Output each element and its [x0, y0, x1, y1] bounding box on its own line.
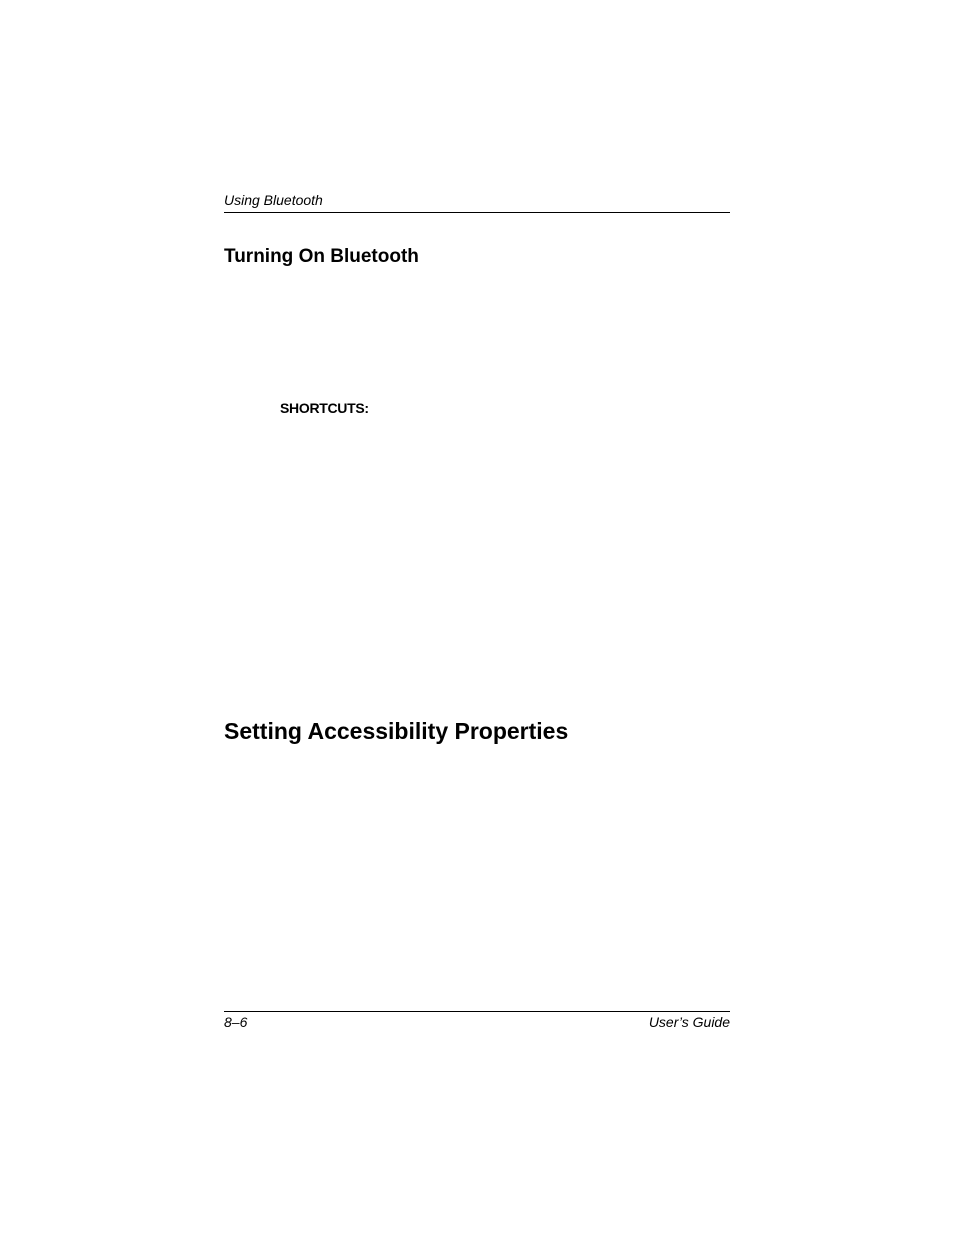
footer-guide-title: User’s Guide: [648, 1014, 730, 1030]
section-heading-turning-on-bluetooth: Turning On Bluetooth: [224, 246, 419, 267]
section-heading-accessibility-properties: Setting Accessibility Properties: [224, 718, 569, 744]
running-header-title: Using Bluetooth: [224, 192, 323, 208]
page-number: 8–6: [224, 1014, 248, 1030]
footer-divider: [224, 1011, 730, 1012]
shortcuts-label: SHORTCUTS:: [280, 400, 369, 416]
header-divider: [224, 212, 730, 213]
